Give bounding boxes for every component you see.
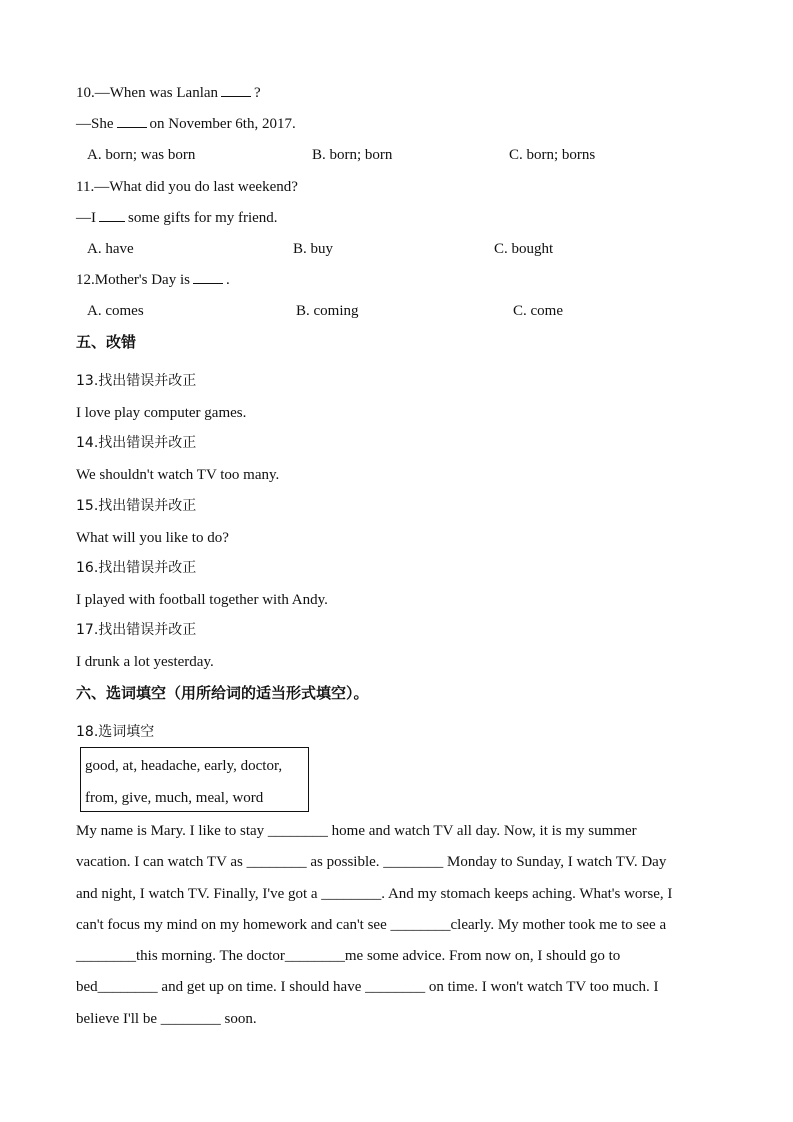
word-bank-line: from, give, much, meal, word — [85, 790, 264, 806]
passage-line: believe I'll be ________ soon. — [76, 1011, 257, 1027]
answer-blank[interactable] — [117, 115, 147, 128]
q17-label: 17.找出错误并改正 — [76, 622, 197, 638]
q12-option-c[interactable]: C. come — [513, 303, 563, 319]
q15-sentence: What will you like to do? — [76, 530, 229, 546]
q11-response-prefix: —I — [76, 210, 96, 226]
q18-label: 18.选词填空 — [76, 724, 155, 740]
passage-line: ________this morning. The doctor________me some advice. From now on, I should go to — [76, 948, 621, 964]
q10-response — [76, 115, 296, 133]
q11-option-b[interactable]: B. buy — [293, 241, 334, 257]
q16-sentence: I played with football together with Andy. — [76, 592, 328, 608]
q12-option-b[interactable]: B. coming — [296, 303, 359, 319]
q15-label: 15.找出错误并改正 — [76, 498, 197, 514]
q10-stem-end: ? — [254, 85, 261, 101]
passage-line: and night, I watch TV. Finally, I've got a ________. And my stomach keeps aching. What's worse, I — [76, 886, 673, 902]
q10-stem-text: 10.—When was Lanlan — [76, 85, 219, 101]
q12-option-a[interactable]: A. comes — [87, 303, 144, 319]
q10-option-b[interactable]: B. born; born — [312, 147, 393, 163]
answer-blank[interactable] — [221, 84, 251, 97]
word-bank-line: good, at, headache, early, doctor, — [85, 758, 283, 774]
q10-option-a[interactable]: A. born; was born — [87, 147, 196, 163]
q10-option-c[interactable]: C. born; borns — [509, 147, 596, 163]
q12-stem — [76, 271, 230, 289]
section-five-heading: 五、改错 — [76, 333, 137, 351]
passage-line: can't focus my mind on my homework and can't see ________clearly. My mother took me to see a — [76, 917, 667, 933]
q14-label: 14.找出错误并改正 — [76, 435, 197, 451]
q10-response-prefix: —She — [76, 116, 114, 132]
q14-sentence: We shouldn't watch TV too many. — [76, 467, 280, 483]
q13-sentence: I love play computer games. — [76, 405, 247, 421]
q17-sentence: I drunk a lot yesterday. — [76, 654, 214, 670]
q11-option-c[interactable]: C. bought — [494, 241, 554, 257]
answer-blank[interactable] — [193, 271, 223, 284]
q11-option-a[interactable]: A. have — [87, 241, 134, 257]
q12-stem-end: . — [225, 272, 230, 288]
q11-response-suffix: some gifts for my friend. — [128, 210, 278, 226]
q11-response — [76, 209, 278, 227]
section-six-heading: 六、选词填空（用所给词的适当形式填空）。 — [76, 684, 369, 702]
q16-label: 16.找出错误并改正 — [76, 560, 197, 576]
passage-line: bed________ and get up on time. I should have ________ on time. I won't watch TV too much. I — [76, 979, 659, 995]
word-bank-box — [80, 747, 309, 812]
q13-label: 13.找出错误并改正 — [76, 373, 197, 389]
answer-blank[interactable] — [99, 209, 125, 222]
q10-response-suffix: on November 6th, 2017. — [149, 116, 296, 132]
q10-stem — [76, 84, 261, 102]
passage-line: My name is Mary. I like to stay ________ home and watch TV all day. Now, it is my summer — [76, 823, 637, 839]
passage-line: vacation. I can watch TV as ________ as possible. ________ Monday to Sunday, I watch TV. Day — [76, 854, 667, 870]
q12-stem-text: 12.Mother's Day is — [76, 272, 190, 288]
q11-stem: 11.—What did you do last weekend? — [76, 179, 298, 195]
